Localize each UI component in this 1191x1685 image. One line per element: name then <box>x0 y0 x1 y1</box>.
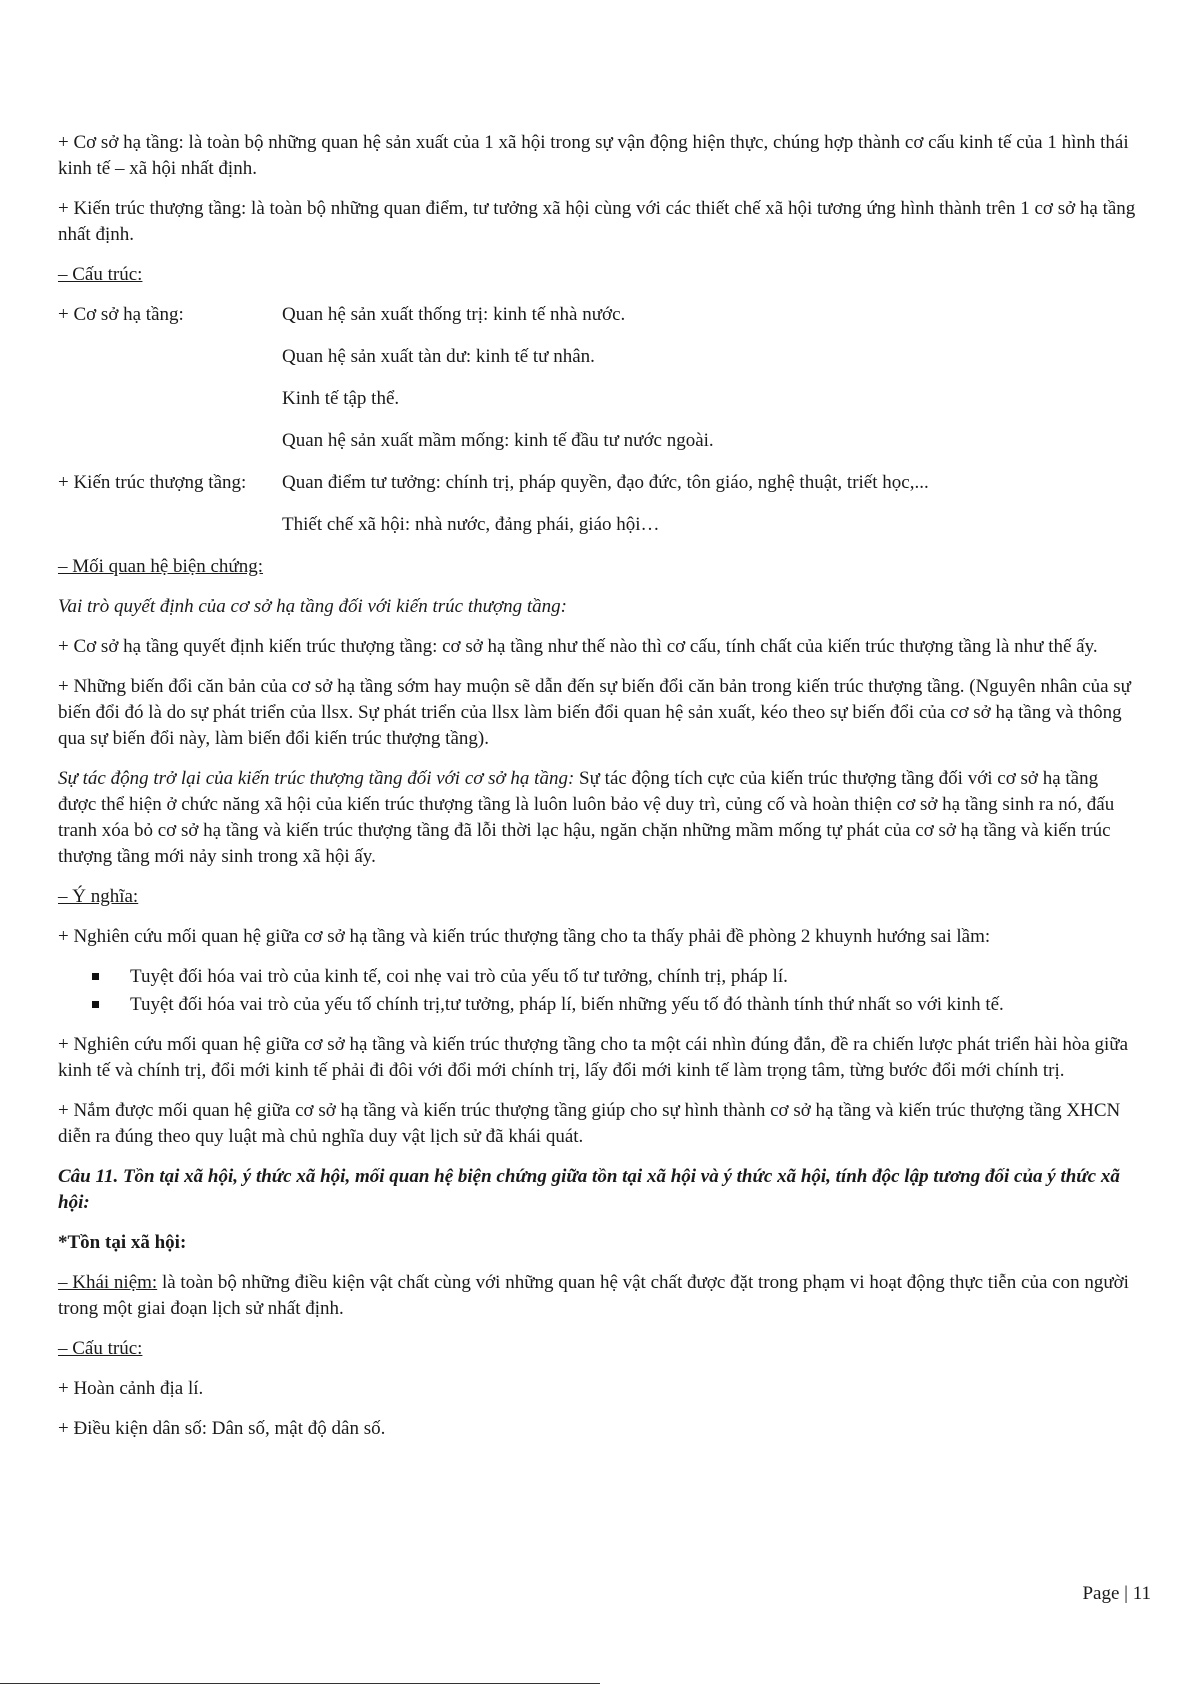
square-bullet-icon <box>92 973 99 980</box>
heading-moi-quan-he <box>58 554 1138 580</box>
question-11-heading: Câu 11. Tồn tại xã hội, ý thức xã hội, mối quan hệ biện chứng giữa tồn tại xã hội và ý thức xã hội, tính độc lập tương đối của ý thức xã hội: <box>58 1166 1120 1213</box>
structure-item: Quan hệ sản xuất tàn dư: kinh tế tư nhân. <box>282 346 595 367</box>
heading-y-nghia-text: – Ý nghĩa: <box>58 886 139 907</box>
heading-ton-tai-xa-hoi: *Tồn tại xã hội: <box>58 1232 187 1253</box>
bullet-list <box>58 964 1138 1018</box>
structure-row-kttt <box>58 470 1138 496</box>
document-page <box>58 130 1138 1456</box>
structure-item: Thiết chế xã hội: nhà nước, đảng phái, giáo hội… <box>282 514 660 535</box>
structure-item: Kinh tế tập thể. <box>282 388 400 409</box>
structure-label-kttt: + Kiến trúc thượng tầng: <box>58 472 247 493</box>
paragraph-bien-doi: + Những biến đổi căn bản của cơ sở hạ tầng sớm hay muộn sẽ dẫn đến sự biến đổi căn bản trong kiến trúc thượng tầng. (Nguyên nhân của sự biến đổi đó là do sự phát triển của llsx. Sự phát triển của llsx làm biến đổi quan hệ sản xuất, kéo theo sự biến đổi của cơ sở hạ tầng và thông qua sự biến đổi này, làm biến đổi kiến trúc thượng tầng). <box>58 676 1131 749</box>
paragraph-xhcn: + Nắm được mối quan hệ giữa cơ sở hạ tầng và kiến trúc thượng tầng giúp cho sự hình thành cơ sở hạ tầng và kiến trúc thượng tầng XHCN diễn ra đúng theo quy luật mà chủ nghĩa duy vật lịch sử đã khái quát. <box>58 1100 1121 1147</box>
paragraph-chien-luoc: + Nghiên cứu mối quan hệ giữa cơ sở hạ tầng và kiến trúc thượng tầng cho ta một cái nhìn đúng đắn, đề ra chiến lược phát triển hài hòa giữa kinh tế và chính trị, đổi mới kinh tế phải đi đôi với đổi mới chính trị, lấy đổi mới kinh tế làm trọng tâm, từng bước đổi mới chính trị. <box>58 1034 1129 1081</box>
heading-moi-quan-he-text: – Mối quan hệ biện chứng: <box>58 556 264 577</box>
structure-item: Quan điểm tư tưởng: chính trị, pháp quyền, đạo đức, tôn giáo, nghệ thuật, triết học,... <box>282 472 929 493</box>
role-heading: Vai trò quyết định của cơ sở hạ tầng đối với kiến trúc thượng tầng: <box>58 596 567 617</box>
structure-row-cshT <box>58 302 1138 328</box>
list-item <box>92 964 1138 990</box>
square-bullet-icon <box>92 1001 99 1008</box>
paragraph-hoan-canh: + Hoàn cảnh địa lí. <box>58 1378 204 1399</box>
paragraph-kien-truc-thuong-tang: + Kiến trúc thượng tầng: là toàn bộ những quan điểm, tư tưởng xã hội cùng với các thiết chế xã hội tương ứng hình thành trên 1 cơ sở hạ tầng nhất định. <box>58 198 1136 245</box>
khai-niem-label: – Khái niệm: <box>58 1272 158 1293</box>
list-item-text: Tuyệt đối hóa vai trò của yếu tố chính trị,tư tưởng, pháp lí, biến những yếu tố đó thành tính thứ nhất so với kinh tế. <box>130 994 1004 1015</box>
list-item-text: Tuyệt đối hóa vai trò của kinh tế, coi nhẹ vai trò của yếu tố tư tưởng, chính trị, pháp lí. <box>130 966 788 987</box>
tac-dong-heading: Sự tác động trở lại của kiến trúc thượng tầng đối với cơ sở hạ tầng: <box>58 768 575 789</box>
khai-niem-text: là toàn bộ những điều kiện vật chất cùng với những quan hệ vật chất được đặt trong phạm vi hoạt động thực tiễn của con người trong một giai đoạn lịch sử nhất định. <box>58 1272 1129 1319</box>
paragraph-khuynh-huong: + Nghiên cứu mối quan hệ giữa cơ sở hạ tầng và kiến trúc thượng tầng cho ta thấy phải đề phòng 2 khuynh hướng sai lầm: <box>58 926 991 947</box>
paragraph-dan-so: + Điều kiện dân số: Dân số, mật độ dân số. <box>58 1418 386 1439</box>
heading-cau-truc-2-text: – Cấu trúc: <box>58 1338 143 1359</box>
heading-cau-truc-text: – Cấu trúc: <box>58 264 143 285</box>
paragraph-khai-niem <box>58 1270 1138 1322</box>
structure-label-cshT: + Cơ sở hạ tầng: <box>58 304 184 325</box>
tac-dong-text: Sự tác động tích cực của kiến trúc thượng tầng đối với cơ sở hạ tầng được thể hiện ở chức năng xã hội của kiến trúc thượng tầng là luôn luôn bảo vệ duy trì, củng cố và hoàn thiện cơ sở hạ tầng sinh ra nó, đấu tranh xóa bỏ cơ sở hạ tầng và kiến trúc thượng tầng đã lỗi thời lạc hậu, ngăn chặn những mầm mống tự phát của cơ sở hạ tầng và kiến trúc thượng tầng mới nảy sinh trong xã hội ấy. <box>58 768 1115 867</box>
list-item <box>92 992 1138 1018</box>
paragraph-quyet-dinh: + Cơ sở hạ tầng quyết định kiến trúc thượng tầng: cơ sở hạ tầng như thế nào thì cơ cấu, tính chất của kiến trúc thượng tầng là như thế ấy. <box>58 636 1098 657</box>
heading-cau-truc-2 <box>58 1336 1138 1362</box>
heading-y-nghia <box>58 884 1138 910</box>
paragraph-co-so-ha-tang: + Cơ sở hạ tầng: là toàn bộ những quan hệ sản xuất của 1 xã hội trong sự vận động hiện thực, chúng hợp thành cơ cấu kinh tế của 1 hình thái kinh tế – xã hội nhất định. <box>58 132 1129 179</box>
paragraph-tac-dong <box>58 766 1138 870</box>
heading-cau-truc <box>58 262 1138 288</box>
structure-item: Quan hệ sản xuất mầm mống: kinh tế đầu tư nước ngoài. <box>282 430 714 451</box>
bottom-divider <box>0 1683 600 1684</box>
page-number: Page | 11 <box>1082 1583 1151 1604</box>
structure-item: Quan hệ sản xuất thống trị: kinh tế nhà nước. <box>282 304 626 325</box>
